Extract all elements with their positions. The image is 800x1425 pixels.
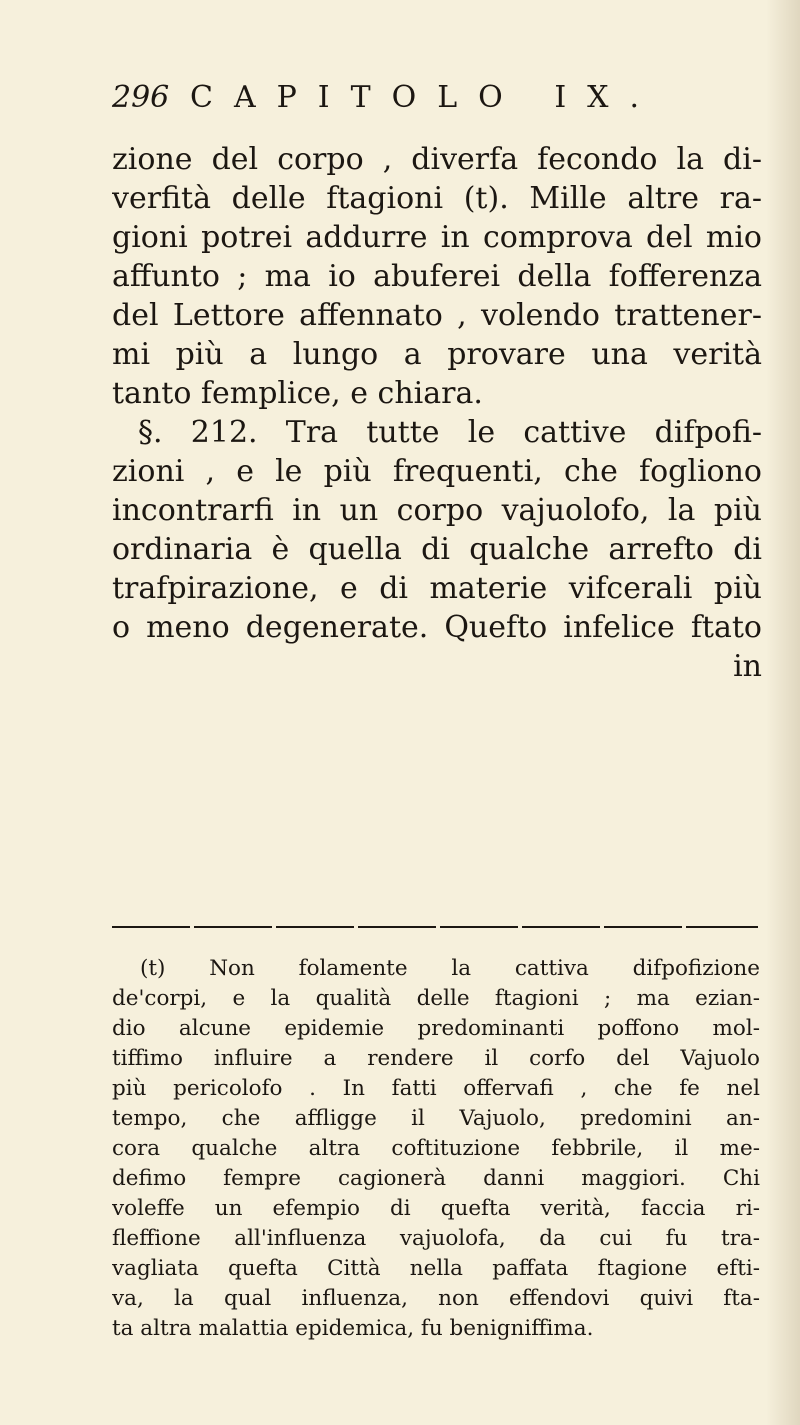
text-line: tanto femplice, e chiara. bbox=[112, 376, 483, 411]
page-number: 296 bbox=[112, 80, 170, 115]
text-line: ordinaria è quella di qualche arrefto di bbox=[112, 532, 762, 567]
footnote-line: tiffimo influire a rendere il corfo del Vajuolo bbox=[112, 1046, 760, 1071]
footnote-line: voleffe un efempio di quefta verità, faccia ri- bbox=[112, 1196, 760, 1221]
footnote-line: de'corpi, e la qualità delle ftagioni ; ma ezian- bbox=[112, 986, 760, 1011]
footnote bbox=[112, 954, 760, 1344]
footnote-line: va, la qual influenza, non effendovi quivi fta- bbox=[112, 1286, 760, 1311]
text-line: del Lettore affennato , volendo trattener- bbox=[112, 298, 762, 333]
text-line: mi più a lungo a provare una verità bbox=[112, 337, 762, 372]
footnote-line: vagliata quefta Città nella paffata ftagione efti- bbox=[112, 1256, 760, 1281]
text-line: affunto ; ma io abuferei della fofferenza bbox=[112, 259, 762, 294]
text-line: o meno degenerate. Quefto infelice ftato bbox=[112, 610, 762, 645]
footnote-line: più pericolofo . In fatti offervafi , che fe nel bbox=[112, 1076, 760, 1101]
footnote-rule bbox=[112, 926, 758, 928]
footnote-line: tempo, che affligge il Vajuolo, predomini an- bbox=[112, 1106, 760, 1131]
main-text bbox=[112, 140, 762, 686]
text-line: zioni , e le più frequenti, che fogliono bbox=[112, 454, 762, 489]
text-line: §. 212. Tra tutte le cattive difpofi- bbox=[138, 415, 762, 450]
page-header bbox=[112, 80, 752, 124]
footnote-line: dio alcune epidemie predominanti poffono mol- bbox=[112, 1016, 760, 1041]
footnote-line: defimo fempre cagionerà danni maggiori. Chi bbox=[112, 1166, 760, 1191]
text-line: trafpirazione, e di materie vifcerali più bbox=[112, 571, 762, 606]
footnote-line: (t) Non folamente la cattiva difpofizione bbox=[140, 956, 760, 981]
page-edge-shadow bbox=[766, 0, 800, 1425]
catchword: in bbox=[733, 649, 762, 684]
text-line: gioni potrei addurre in comprova del mio bbox=[112, 220, 762, 255]
footnote-line: ta altra malattia epidemica, fu benigniffima. bbox=[112, 1316, 594, 1341]
footnote-line: cora qualche altra coftituzione febbrile, il me- bbox=[112, 1136, 760, 1161]
text-line: verfità delle ftagioni (t). Mille altre ra- bbox=[112, 181, 762, 216]
running-title: CAPITOLO IX. bbox=[190, 80, 661, 115]
footnote-line: fleffione all'influenza vajuolofa, da cui fu tra- bbox=[112, 1226, 760, 1251]
text-line: incontrarfi in un corpo vajuolofo, la più bbox=[112, 493, 762, 528]
text-line: zione del corpo , diverfa fecondo la di- bbox=[112, 142, 762, 177]
